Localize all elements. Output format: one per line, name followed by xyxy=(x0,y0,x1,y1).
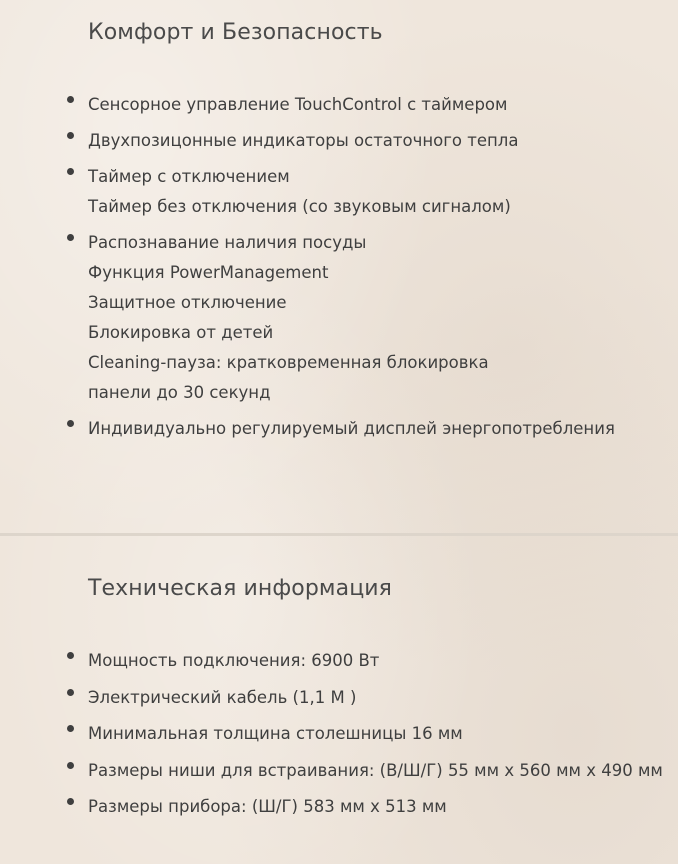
list-item xyxy=(0,643,678,678)
list-item-text: Электрический кабель (1,1 М ) xyxy=(88,687,357,707)
list-item-text: Минимальная толщина столешницы 16 мм xyxy=(88,724,463,743)
list-item-text: Таймер без отключения (со звуковым сигналом) xyxy=(88,197,511,216)
list-item xyxy=(0,123,678,158)
bullet-icon xyxy=(67,96,74,103)
bullet-icon xyxy=(67,689,74,696)
list-item-text: Мощность подключения: 6900 Вт xyxy=(88,651,380,670)
list-item-text: Блокировка от детей xyxy=(88,323,274,342)
bullet-icon xyxy=(67,234,74,241)
list-item-text: Индивидуально регулируемый дисплей энергопотребления xyxy=(88,419,615,438)
bullet-icon xyxy=(67,798,74,805)
section-divider xyxy=(0,533,678,536)
bullet-icon xyxy=(67,725,74,732)
list-item xyxy=(0,159,678,224)
list-item-text: Защитное отключение xyxy=(88,293,287,312)
list-item-text: Сенсорное управление TouchControl с таймером xyxy=(88,95,508,114)
list-item xyxy=(0,716,678,751)
list-item-text: Cleaning-пауза: кратковременная блокировка xyxy=(88,353,489,372)
list-item-text: Размеры ниши для встраивания: (В/Ш/Г) 55 мм x 560 мм x 490 мм xyxy=(88,760,663,780)
list-item xyxy=(0,225,678,410)
list-item-text: Функция PowerManagement xyxy=(88,263,329,282)
section-title-comfort: Комфорт и Безопасность xyxy=(88,20,383,45)
list-item xyxy=(0,411,678,446)
section-title-technical: Техническая информация xyxy=(88,576,393,601)
list-item-text: Размеры прибора: (Ш/Г) 583 мм x 513 мм xyxy=(88,797,447,816)
bullet-icon xyxy=(67,652,74,659)
list-item xyxy=(0,87,678,122)
list-item xyxy=(0,680,678,715)
list-item-text: Распознавание наличия посуды xyxy=(88,233,367,252)
technical-info-section xyxy=(0,540,678,864)
list-item-text: Двухпозицонные индикаторы остаточного тепла xyxy=(88,131,519,150)
list-item xyxy=(0,753,678,788)
bullet-icon xyxy=(67,420,74,427)
comfort-feature-list xyxy=(0,92,678,452)
technical-feature-list xyxy=(0,648,678,831)
bullet-icon xyxy=(67,762,74,769)
list-item-text: Таймер с отключением xyxy=(88,167,290,186)
bullet-icon xyxy=(67,132,74,139)
list-item xyxy=(0,789,678,824)
list-item-text: панели до 30 секунд xyxy=(88,383,271,402)
bullet-icon xyxy=(67,168,74,175)
